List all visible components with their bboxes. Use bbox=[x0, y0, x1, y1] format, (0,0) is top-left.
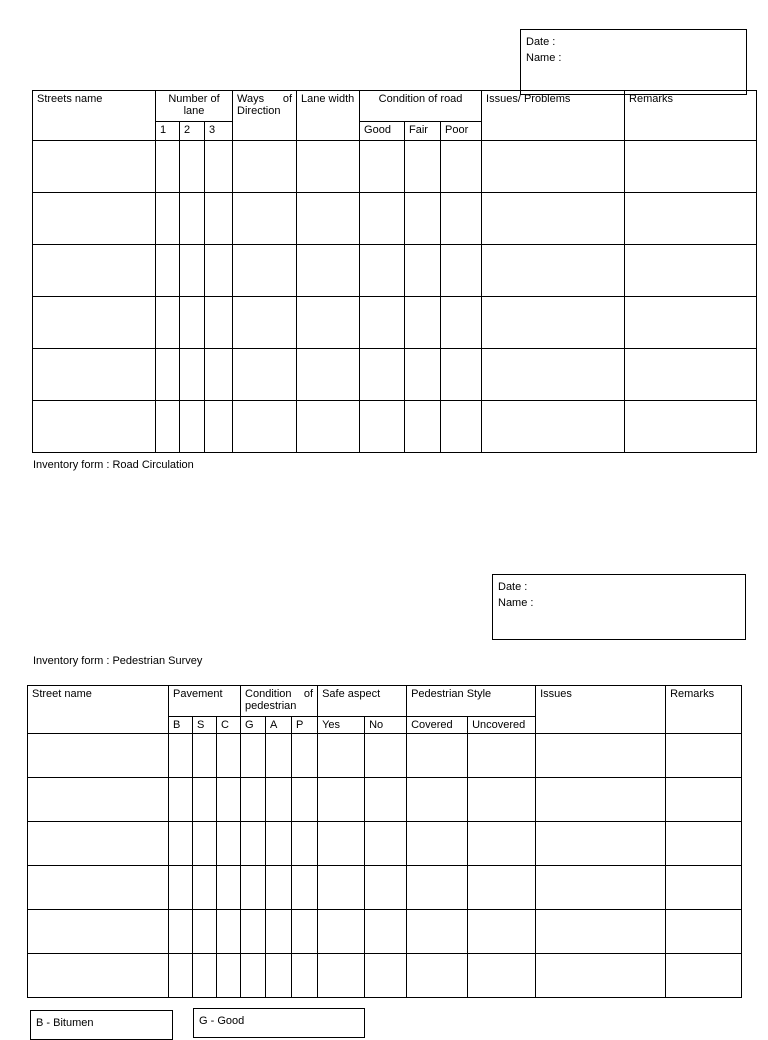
condition-good: Good bbox=[360, 122, 405, 141]
form-cell[interactable] bbox=[33, 193, 156, 245]
header-remarks: Remarks bbox=[625, 91, 757, 141]
form-cell[interactable] bbox=[297, 349, 360, 401]
form-cell[interactable] bbox=[297, 401, 360, 453]
form-cell[interactable] bbox=[292, 954, 318, 998]
of-word: of bbox=[303, 688, 314, 700]
header-streets-name: Streets name bbox=[33, 91, 156, 141]
style-option-uncovered: Uncovered bbox=[468, 717, 536, 734]
form-cell[interactable] bbox=[233, 193, 297, 245]
form-cell[interactable] bbox=[241, 822, 266, 866]
form-cell[interactable] bbox=[292, 866, 318, 910]
name-label: Name : bbox=[526, 52, 562, 64]
form-cell[interactable] bbox=[407, 866, 468, 910]
pavement-option-b: B bbox=[169, 717, 193, 734]
form-cell[interactable] bbox=[241, 954, 266, 998]
form-cell[interactable] bbox=[233, 245, 297, 297]
form-cell[interactable] bbox=[407, 910, 468, 954]
date-label: Date : bbox=[526, 36, 556, 48]
table-row bbox=[28, 822, 742, 866]
form-cell[interactable] bbox=[482, 245, 625, 297]
form-cell[interactable] bbox=[625, 245, 757, 297]
form-cell[interactable] bbox=[441, 401, 482, 453]
form-cell[interactable] bbox=[205, 401, 233, 453]
table-row bbox=[33, 141, 757, 193]
form-cell[interactable] bbox=[28, 910, 169, 954]
form-cell[interactable] bbox=[193, 910, 217, 954]
form-cell[interactable] bbox=[407, 954, 468, 998]
form-cell[interactable] bbox=[536, 866, 666, 910]
form-cell[interactable] bbox=[156, 141, 180, 193]
form-caption-pedestrian-survey: Inventory form : Pedestrian Survey bbox=[33, 655, 203, 667]
form-cell[interactable] bbox=[318, 954, 365, 998]
header-safe-aspect: Safe aspect bbox=[318, 686, 407, 717]
form-cell[interactable] bbox=[318, 910, 365, 954]
form-cell[interactable] bbox=[292, 734, 318, 778]
form-cell[interactable] bbox=[441, 349, 482, 401]
form-cell[interactable] bbox=[365, 866, 407, 910]
form-cell[interactable] bbox=[205, 245, 233, 297]
table-row bbox=[28, 778, 742, 822]
form-cell[interactable] bbox=[360, 141, 405, 193]
form-cell[interactable] bbox=[625, 297, 757, 349]
form-cell[interactable] bbox=[233, 349, 297, 401]
form-cell[interactable] bbox=[360, 349, 405, 401]
direction-word: Direction bbox=[237, 105, 281, 117]
form-cell[interactable] bbox=[360, 245, 405, 297]
form-cell[interactable] bbox=[297, 245, 360, 297]
form-cell[interactable] bbox=[156, 349, 180, 401]
form-cell[interactable] bbox=[318, 734, 365, 778]
condition-poor: Poor bbox=[441, 122, 482, 141]
header-condition-of-pedestrian bbox=[241, 686, 318, 717]
form-cell[interactable] bbox=[441, 193, 482, 245]
form-cell[interactable] bbox=[405, 193, 441, 245]
header-pedestrian-style: Pedestrian Style bbox=[407, 686, 536, 717]
pavement-option-c: C bbox=[217, 717, 241, 734]
form-cell[interactable] bbox=[666, 734, 742, 778]
form-cell[interactable] bbox=[666, 910, 742, 954]
legend-text: B - Bitumen bbox=[36, 1017, 94, 1029]
form-caption-road-circulation: Inventory form : Road Circulation bbox=[33, 459, 194, 471]
form-cell[interactable] bbox=[468, 734, 536, 778]
header-street-name: Street name bbox=[28, 686, 169, 734]
form-cell[interactable] bbox=[33, 141, 156, 193]
form-cell[interactable] bbox=[405, 141, 441, 193]
form-cell[interactable] bbox=[266, 822, 292, 866]
form-cell[interactable] bbox=[536, 822, 666, 866]
legend-box-bitumen bbox=[30, 1010, 173, 1040]
form-cell[interactable] bbox=[193, 866, 217, 910]
form-cell[interactable] bbox=[365, 822, 407, 866]
form-cell[interactable] bbox=[28, 778, 169, 822]
form-cell[interactable] bbox=[28, 822, 169, 866]
form-cell[interactable] bbox=[241, 778, 266, 822]
form-cell[interactable] bbox=[482, 193, 625, 245]
form-cell[interactable] bbox=[169, 778, 193, 822]
legend-box-good bbox=[193, 1008, 365, 1038]
form-cell[interactable] bbox=[666, 954, 742, 998]
form-cell[interactable] bbox=[28, 866, 169, 910]
form-cell[interactable] bbox=[33, 349, 156, 401]
form-cell[interactable] bbox=[405, 349, 441, 401]
form-cell[interactable] bbox=[180, 349, 205, 401]
table-row bbox=[33, 401, 757, 453]
form-cell[interactable] bbox=[482, 297, 625, 349]
form-cell[interactable] bbox=[365, 954, 407, 998]
form-cell[interactable] bbox=[482, 141, 625, 193]
table-row bbox=[28, 910, 742, 954]
form-cell[interactable] bbox=[193, 734, 217, 778]
form-cell[interactable] bbox=[156, 193, 180, 245]
date-name-box-1 bbox=[520, 29, 747, 95]
form-cell[interactable] bbox=[318, 866, 365, 910]
header-pavement: Pavement bbox=[169, 686, 241, 717]
lane-option-2: 2 bbox=[180, 122, 205, 141]
form-cell[interactable] bbox=[482, 349, 625, 401]
form-cell[interactable] bbox=[205, 297, 233, 349]
of-word: of bbox=[282, 93, 293, 105]
form-cell[interactable] bbox=[441, 245, 482, 297]
header-condition-of-road: Condition of road bbox=[360, 91, 482, 122]
pedestrian-survey-table bbox=[27, 685, 742, 998]
condition-option-g: G bbox=[241, 717, 266, 734]
safe-option-yes: Yes bbox=[318, 717, 365, 734]
condition-option-a: A bbox=[266, 717, 292, 734]
form-cell[interactable] bbox=[365, 734, 407, 778]
form-cell[interactable] bbox=[169, 734, 193, 778]
form-cell[interactable] bbox=[297, 297, 360, 349]
form-cell[interactable] bbox=[217, 910, 241, 954]
form-cell[interactable] bbox=[241, 734, 266, 778]
form-cell[interactable] bbox=[156, 401, 180, 453]
form-cell[interactable] bbox=[407, 778, 468, 822]
ways-word: Ways bbox=[237, 93, 265, 105]
form-cell[interactable] bbox=[318, 822, 365, 866]
form-cell[interactable] bbox=[156, 297, 180, 349]
form-cell[interactable] bbox=[217, 822, 241, 866]
style-option-covered: Covered bbox=[407, 717, 468, 734]
form-cell[interactable] bbox=[33, 245, 156, 297]
table-row bbox=[33, 349, 757, 401]
form-cell[interactable] bbox=[233, 401, 297, 453]
form-cell[interactable] bbox=[193, 778, 217, 822]
form-cell[interactable] bbox=[536, 910, 666, 954]
form-cell[interactable] bbox=[205, 141, 233, 193]
form-cell[interactable] bbox=[666, 866, 742, 910]
form-cell[interactable] bbox=[180, 297, 205, 349]
form-cell[interactable] bbox=[407, 822, 468, 866]
form-cell[interactable] bbox=[468, 822, 536, 866]
form-cell[interactable] bbox=[405, 401, 441, 453]
form-cell[interactable] bbox=[217, 954, 241, 998]
form-cell[interactable] bbox=[180, 401, 205, 453]
form-cell[interactable] bbox=[625, 401, 757, 453]
form-cell[interactable] bbox=[169, 866, 193, 910]
form-cell[interactable] bbox=[625, 193, 757, 245]
form-cell[interactable] bbox=[193, 822, 217, 866]
form-cell[interactable] bbox=[468, 910, 536, 954]
road-circulation-table bbox=[32, 90, 757, 453]
form-cell[interactable] bbox=[233, 141, 297, 193]
form-cell[interactable] bbox=[266, 734, 292, 778]
legend-text: G - Good bbox=[199, 1015, 245, 1027]
table-row bbox=[28, 734, 742, 778]
condition-word: Condition bbox=[245, 688, 292, 700]
form-cell[interactable] bbox=[292, 910, 318, 954]
form-cell[interactable] bbox=[468, 954, 536, 998]
form-cell[interactable] bbox=[205, 349, 233, 401]
condition-option-p: P bbox=[292, 717, 318, 734]
header-lane-width: Lane width bbox=[297, 91, 360, 141]
header-issues: Issues bbox=[536, 686, 666, 734]
form-cell[interactable] bbox=[482, 401, 625, 453]
header-number-of-lane: Number of lane bbox=[156, 91, 233, 122]
form-cell[interactable] bbox=[33, 297, 156, 349]
form-cell[interactable] bbox=[241, 866, 266, 910]
form-cell[interactable] bbox=[193, 954, 217, 998]
form-cell[interactable] bbox=[625, 349, 757, 401]
table-row bbox=[33, 297, 757, 349]
lane-option-3: 3 bbox=[205, 122, 233, 141]
table-row bbox=[28, 866, 742, 910]
condition-fair: Fair bbox=[405, 122, 441, 141]
form-cell[interactable] bbox=[266, 866, 292, 910]
form-cell[interactable] bbox=[33, 401, 156, 453]
table-row bbox=[33, 193, 757, 245]
form-cell[interactable] bbox=[407, 734, 468, 778]
form-cell[interactable] bbox=[318, 778, 365, 822]
header-remarks: Remarks bbox=[666, 686, 742, 734]
form-cell[interactable] bbox=[360, 401, 405, 453]
form-cell[interactable] bbox=[441, 141, 482, 193]
form-cell[interactable] bbox=[536, 778, 666, 822]
form-cell[interactable] bbox=[468, 778, 536, 822]
form-cell[interactable] bbox=[360, 193, 405, 245]
form-cell[interactable] bbox=[241, 910, 266, 954]
form-cell[interactable] bbox=[441, 297, 482, 349]
form-cell[interactable] bbox=[468, 866, 536, 910]
date-label: Date : bbox=[498, 581, 528, 593]
form-cell[interactable] bbox=[266, 954, 292, 998]
form-cell[interactable] bbox=[625, 141, 757, 193]
form-cell[interactable] bbox=[217, 778, 241, 822]
form-cell[interactable] bbox=[266, 778, 292, 822]
form-cell[interactable] bbox=[217, 866, 241, 910]
form-cell[interactable] bbox=[169, 910, 193, 954]
form-cell[interactable] bbox=[169, 822, 193, 866]
form-cell[interactable] bbox=[666, 778, 742, 822]
table-row bbox=[28, 954, 742, 998]
form-cell[interactable] bbox=[365, 910, 407, 954]
header-ways-of-direction bbox=[233, 91, 297, 141]
header-issues-problems: Issues/ Problems bbox=[482, 91, 625, 141]
form-cell[interactable] bbox=[292, 778, 318, 822]
form-cell[interactable] bbox=[365, 778, 407, 822]
form-cell[interactable] bbox=[360, 297, 405, 349]
form-cell[interactable] bbox=[266, 910, 292, 954]
lane-option-1: 1 bbox=[156, 122, 180, 141]
form-cell[interactable] bbox=[217, 734, 241, 778]
table-row bbox=[33, 245, 757, 297]
form-cell[interactable] bbox=[536, 954, 666, 998]
form-cell[interactable] bbox=[233, 297, 297, 349]
form-cell[interactable] bbox=[205, 193, 233, 245]
form-cell[interactable] bbox=[28, 954, 169, 998]
name-label: Name : bbox=[498, 597, 534, 609]
form-cell[interactable] bbox=[536, 734, 666, 778]
form-cell[interactable] bbox=[180, 193, 205, 245]
form-cell[interactable] bbox=[405, 297, 441, 349]
pavement-option-s: S bbox=[193, 717, 217, 734]
form-cell[interactable] bbox=[180, 245, 205, 297]
form-cell[interactable] bbox=[297, 193, 360, 245]
pedestrian-word: pedestrian bbox=[245, 700, 297, 712]
form-cell[interactable] bbox=[666, 822, 742, 866]
form-cell[interactable] bbox=[405, 245, 441, 297]
form-cell[interactable] bbox=[180, 141, 205, 193]
form-cell[interactable] bbox=[292, 822, 318, 866]
date-name-box-2 bbox=[492, 574, 746, 640]
form-cell[interactable] bbox=[169, 954, 193, 998]
safe-option-no: No bbox=[365, 717, 407, 734]
form-cell[interactable] bbox=[156, 245, 180, 297]
form-cell[interactable] bbox=[28, 734, 169, 778]
form-cell[interactable] bbox=[297, 141, 360, 193]
